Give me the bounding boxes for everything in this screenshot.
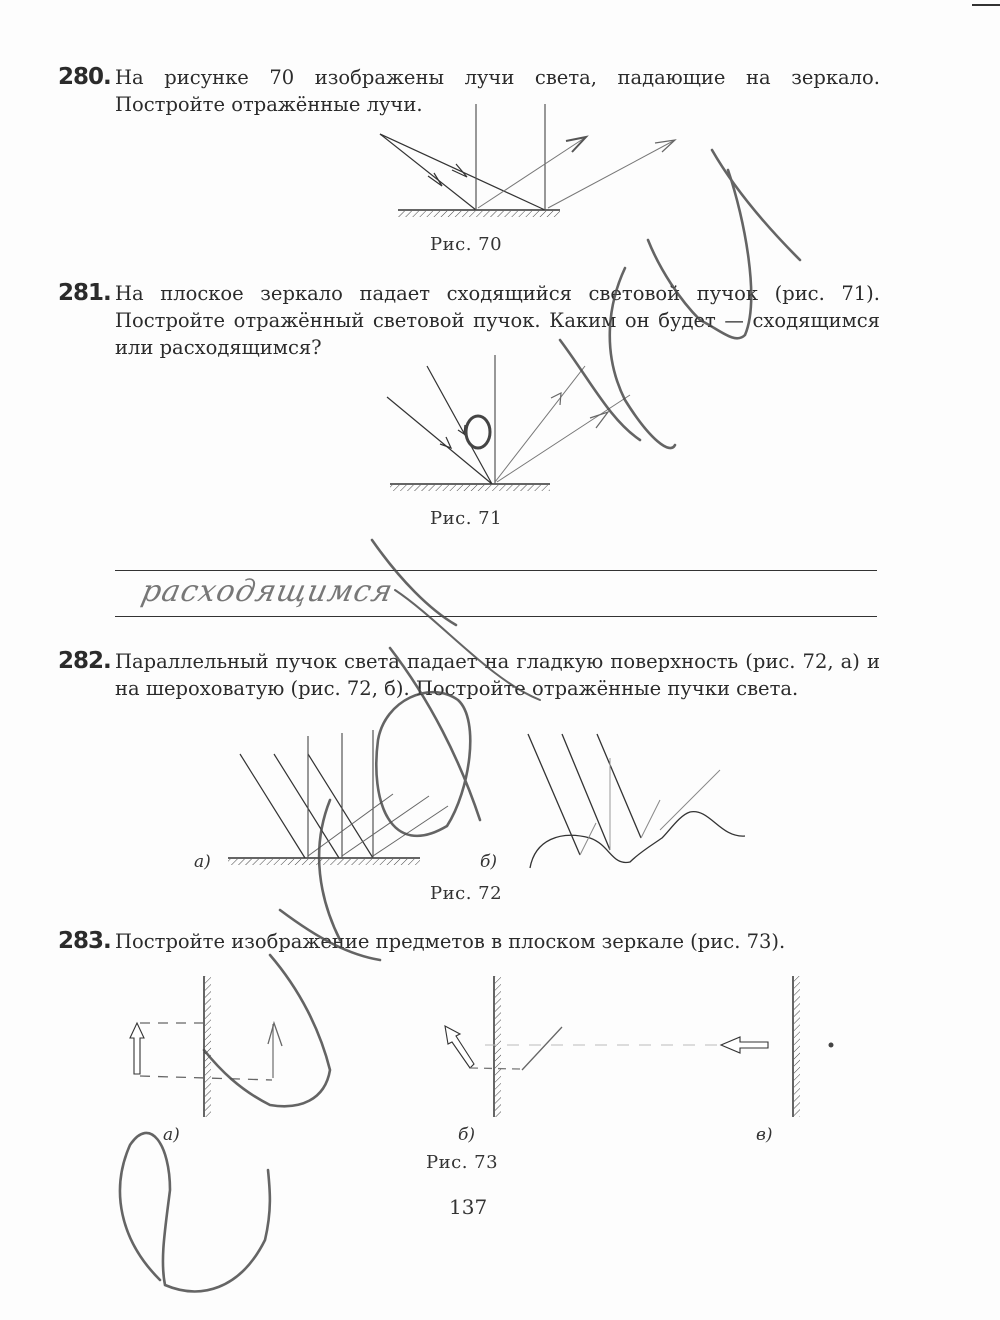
figure-70 xyxy=(380,104,675,217)
page-number: 137 xyxy=(449,1195,488,1219)
figure-caption-73: Рис. 73 xyxy=(426,1152,499,1173)
handwritten-answer: расходящимся xyxy=(138,574,397,609)
figure-73b xyxy=(445,976,720,1117)
problem-number: 280. xyxy=(58,64,111,90)
figure-sublabel-a: а) xyxy=(194,852,211,872)
figure-73v xyxy=(721,976,834,1117)
figure-caption-70: Рис. 70 xyxy=(430,234,503,255)
figure-72a xyxy=(228,730,448,865)
figure-71 xyxy=(387,355,630,491)
figure-sublabel-a: а) xyxy=(163,1125,180,1145)
problem-text: Постройте изображение предметов в плоском зеркале (рис. 73). xyxy=(115,930,786,953)
figure-73a xyxy=(130,976,282,1117)
figure-sublabel-b: б) xyxy=(458,1125,476,1145)
figure-72b xyxy=(528,734,745,868)
figure-caption-71: Рис. 71 xyxy=(430,508,503,529)
pencil-scrawl xyxy=(120,150,800,1291)
problem-number: 282. xyxy=(58,648,111,674)
problem-text: Параллельный пучок света падает на гладкую поверхность (рис. 72, а) и на шероховатую (рис. 72, б). Постройте отражённые пучки света. xyxy=(115,650,880,700)
problem-text: На плоское зеркало падает сходящийся световой пучок (рис. 71). Постройте отражённый световой пучок. Каким он будет — сходящимся или расходящимся? xyxy=(115,282,880,359)
problem-number: 283. xyxy=(58,928,111,954)
figure-caption-72: Рис. 72 xyxy=(430,883,503,904)
figure-sublabel-b: б) xyxy=(480,852,498,872)
problem-text: На рисунке 70 изображены лучи света, падающие на зеркало. Постройте отражённые лучи. xyxy=(115,66,880,116)
figure-sublabel-v: в) xyxy=(756,1125,773,1145)
problem-number: 281. xyxy=(58,280,111,306)
